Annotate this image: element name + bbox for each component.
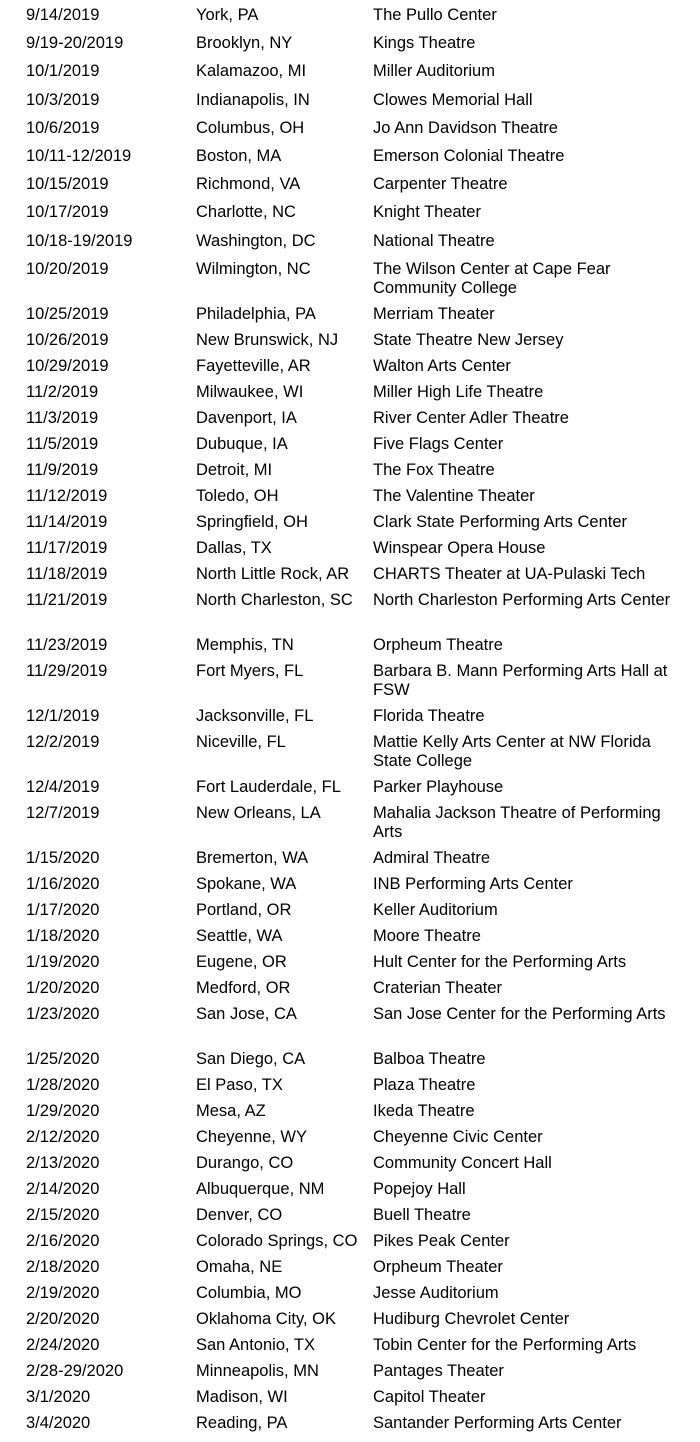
date-cell: 11/14/2019	[26, 512, 108, 531]
city-cell: Dubuque, IA	[196, 434, 288, 453]
date-cell: 3/1/2020	[26, 1387, 91, 1406]
date-cell: 2/12/2020	[26, 1127, 100, 1146]
city-cell: Columbia, MO	[196, 1283, 302, 1302]
city-cell: Reading, PA	[196, 1413, 288, 1432]
city-cell: Brooklyn, NY	[196, 34, 293, 53]
venue-cell: CHARTS Theater at UA-Pulaski Tech	[373, 564, 646, 583]
table-row	[0, 1050, 700, 1076]
venue-cell: Moore Theatre	[373, 926, 481, 945]
table-row	[0, 778, 700, 804]
date-cell: 2/18/2020	[26, 1257, 100, 1276]
date-cell: 1/15/2020	[26, 848, 100, 867]
venue-cell: Plaza Theatre	[373, 1075, 476, 1094]
city-cell: Wilmington, NC	[196, 259, 311, 278]
table-row	[0, 1362, 700, 1388]
date-cell: 2/13/2020	[26, 1153, 100, 1172]
venue-cell: Mattie Kelly Arts Center at NW Florida State College	[373, 732, 651, 770]
table-row	[0, 979, 700, 1005]
venue-cell: Walton Arts Center	[373, 356, 511, 375]
city-cell: Jacksonville, FL	[196, 706, 314, 725]
city-cell: Medford, OR	[196, 978, 291, 997]
city-cell: Richmond, VA	[196, 175, 301, 194]
venue-cell: The Fox Theatre	[373, 460, 495, 479]
table-row	[0, 409, 700, 435]
city-cell: Toledo, OH	[196, 486, 279, 505]
date-cell: 10/3/2019	[26, 90, 100, 109]
venue-cell: Admiral Theatre	[373, 848, 491, 867]
venue-cell: Popejoy Hall	[373, 1179, 466, 1198]
city-cell: Kalamazoo, MI	[196, 62, 307, 81]
city-cell: North Little Rock, AR	[196, 564, 350, 583]
table-row	[0, 331, 700, 357]
date-cell: 10/15/2019	[26, 175, 109, 194]
date-cell: 10/20/2019	[26, 259, 109, 278]
city-cell: Springfield, OH	[196, 512, 308, 531]
city-cell: New Orleans, LA	[196, 803, 321, 822]
table-row	[0, 34, 700, 62]
table-row	[0, 901, 700, 927]
date-cell: 1/23/2020	[26, 1004, 100, 1023]
venue-cell: Florida Theatre	[373, 706, 485, 725]
table-row	[0, 1414, 700, 1440]
venue-cell: Merriam Theater	[373, 304, 495, 323]
table-row	[0, 175, 700, 203]
venue-cell: The Valentine Theater	[373, 486, 535, 505]
venue-cell: National Theatre	[373, 231, 495, 250]
table-row	[0, 435, 700, 461]
city-cell: Fort Lauderdale, FL	[196, 777, 341, 796]
city-cell: Portland, OR	[196, 900, 292, 919]
date-cell: 2/20/2020	[26, 1309, 100, 1328]
venue-cell: State Theatre New Jersey	[373, 330, 564, 349]
table-row	[0, 707, 700, 733]
venue-cell: Winspear Opera House	[373, 538, 546, 557]
table-row	[0, 875, 700, 901]
date-cell: 2/19/2020	[26, 1283, 100, 1302]
table-row	[0, 953, 700, 979]
venue-cell: Mahalia Jackson Theatre of Performing Arts	[373, 803, 661, 841]
venue-cell: Emerson Colonial Theatre	[373, 146, 565, 165]
table-row	[0, 305, 700, 331]
date-cell: 12/4/2019	[26, 777, 100, 796]
date-cell: 9/19-20/2019	[26, 34, 124, 53]
date-cell: 11/21/2019	[26, 590, 108, 609]
venue-cell: Ikeda Theatre	[373, 1101, 475, 1120]
date-cell: 12/2/2019	[26, 732, 100, 751]
table-row	[0, 539, 700, 565]
city-cell: Spokane, WA	[196, 874, 297, 893]
table-row	[0, 1232, 700, 1258]
date-cell: 11/23/2019	[26, 635, 108, 654]
table-row	[0, 6, 700, 34]
date-cell: 1/18/2020	[26, 926, 100, 945]
venue-cell: Hudiburg Chevrolet Center	[373, 1309, 570, 1328]
date-cell: 10/25/2019	[26, 304, 109, 323]
table-row	[0, 565, 700, 591]
table-row	[0, 91, 700, 119]
date-cell: 10/6/2019	[26, 118, 100, 137]
city-cell: Albuquerque, NM	[196, 1179, 325, 1198]
date-cell: 12/7/2019	[26, 803, 100, 822]
city-cell: Madison, WI	[196, 1387, 288, 1406]
date-cell: 11/3/2019	[26, 408, 99, 427]
city-cell: Detroit, MI	[196, 460, 273, 479]
venue-cell: Orpheum Theatre	[373, 635, 503, 654]
venue-cell: Jesse Auditorium	[373, 1283, 499, 1302]
city-cell: New Brunswick, NJ	[196, 330, 339, 349]
table-row	[0, 203, 700, 231]
venue-cell: Miller High Life Theatre	[373, 382, 544, 401]
venue-cell: Pantages Theater	[373, 1361, 504, 1380]
date-cell: 2/28-29/2020	[26, 1361, 124, 1380]
venue-cell: River Center Adler Theatre	[373, 408, 569, 427]
city-cell: Washington, DC	[196, 231, 316, 250]
table-row	[0, 62, 700, 90]
venue-cell: Hult Center for the Performing Arts	[373, 952, 627, 971]
city-cell: North Charleston, SC	[196, 590, 353, 609]
city-cell: Minneapolis, MN	[196, 1361, 319, 1380]
city-cell: Fayetteville, AR	[196, 356, 311, 375]
table-row	[0, 1258, 700, 1284]
city-cell: San Diego, CA	[196, 1049, 306, 1068]
date-cell: 1/20/2020	[26, 978, 100, 997]
city-cell: Dallas, TX	[196, 538, 272, 557]
venue-cell: Knight Theater	[373, 203, 481, 222]
date-cell: 2/15/2020	[26, 1205, 100, 1224]
date-cell: 11/9/2019	[26, 460, 99, 479]
date-cell: 1/29/2020	[26, 1101, 100, 1120]
date-cell: 1/28/2020	[26, 1075, 100, 1094]
venue-cell: Miller Auditorium	[373, 62, 495, 81]
venue-cell: Capitol Theater	[373, 1387, 486, 1406]
date-cell: 3/4/2020	[26, 1413, 91, 1432]
venue-cell: Balboa Theatre	[373, 1049, 486, 1068]
table-row	[0, 1284, 700, 1310]
date-cell: 12/1/2019	[26, 706, 100, 725]
venue-cell: North Charleston Performing Arts Center	[373, 590, 671, 609]
venue-cell: Five Flags Center	[373, 434, 504, 453]
date-cell: 2/16/2020	[26, 1231, 100, 1250]
city-cell: Fort Myers, FL	[196, 661, 304, 680]
table-row	[0, 232, 700, 260]
city-cell: Omaha, NE	[196, 1257, 283, 1276]
venue-cell: Pikes Peak Center	[373, 1231, 510, 1250]
city-cell: Davenport, IA	[196, 408, 297, 427]
table-row	[0, 1005, 700, 1050]
table-row	[0, 662, 700, 707]
city-cell: Indianapolis, IN	[196, 90, 310, 109]
table-row	[0, 733, 700, 778]
date-cell: 10/11-12/2019	[26, 146, 132, 165]
date-cell: 11/5/2019	[26, 434, 99, 453]
city-cell: Niceville, FL	[196, 732, 286, 751]
city-cell: Columbus, OH	[196, 118, 305, 137]
date-cell: 1/25/2020	[26, 1049, 100, 1068]
venue-cell: Parker Playhouse	[373, 777, 504, 796]
date-cell: 10/26/2019	[26, 330, 109, 349]
city-cell: York, PA	[196, 6, 259, 24]
city-cell: Denver, CO	[196, 1205, 283, 1224]
venue-cell: Santander Performing Arts Center	[373, 1413, 622, 1432]
city-cell: El Paso, TX	[196, 1075, 283, 1094]
city-cell: Philadelphia, PA	[196, 304, 316, 323]
table-row	[0, 461, 700, 487]
date-cell: 1/17/2020	[26, 900, 100, 919]
date-cell: 10/1/2019	[26, 62, 100, 81]
date-cell: 11/12/2019	[26, 486, 108, 505]
table-row	[0, 636, 700, 662]
venue-cell: Craterian Theater	[373, 978, 503, 997]
table-row	[0, 1180, 700, 1206]
city-cell: Mesa, AZ	[196, 1101, 266, 1120]
city-cell: San Jose, CA	[196, 1004, 297, 1023]
date-cell: 9/14/2019	[26, 6, 100, 24]
venue-cell: Keller Auditorium	[373, 900, 498, 919]
venue-cell: San Jose Center for the Performing Arts	[373, 1004, 666, 1023]
date-cell: 11/17/2019	[26, 538, 108, 557]
table-row	[0, 147, 700, 175]
table-row	[0, 1154, 700, 1180]
city-cell: Oklahoma City, OK	[196, 1309, 336, 1328]
venue-cell: The Wilson Center at Cape Fear Community College	[373, 259, 611, 297]
venue-cell: Clowes Memorial Hall	[373, 90, 533, 109]
city-cell: Bremerton, WA	[196, 848, 309, 867]
venue-cell: Carpenter Theatre	[373, 175, 508, 194]
table-row	[0, 487, 700, 513]
table-row	[0, 513, 700, 539]
date-cell: 1/19/2020	[26, 952, 100, 971]
table-row	[0, 357, 700, 383]
table-row	[0, 1102, 700, 1128]
table-row	[0, 1128, 700, 1154]
table-row	[0, 1336, 700, 1362]
venue-cell: Jo Ann Davidson Theatre	[373, 118, 558, 137]
city-cell: San Antonio, TX	[196, 1335, 315, 1354]
venue-cell: Orpheum Theater	[373, 1257, 503, 1276]
city-cell: Milwaukee, WI	[196, 382, 304, 401]
date-cell: 10/18-19/2019	[26, 231, 133, 250]
table-row	[0, 1388, 700, 1414]
date-cell: 1/16/2020	[26, 874, 100, 893]
city-cell: Durango, CO	[196, 1153, 294, 1172]
table-row	[0, 927, 700, 953]
date-cell: 11/18/2019	[26, 564, 108, 583]
table-row	[0, 804, 700, 849]
venue-cell: Clark State Performing Arts Center	[373, 512, 628, 531]
venue-cell: Cheyenne Civic Center	[373, 1127, 543, 1146]
date-cell: 10/29/2019	[26, 356, 109, 375]
date-cell: 10/17/2019	[26, 203, 109, 222]
date-cell: 2/24/2020	[26, 1335, 100, 1354]
table-row	[0, 1076, 700, 1102]
venue-cell: INB Performing Arts Center	[373, 874, 573, 893]
date-cell: 11/29/2019	[26, 661, 108, 680]
city-cell: Eugene, OR	[196, 952, 287, 971]
table-row	[0, 1206, 700, 1232]
city-cell: Colorado Springs, CO	[196, 1231, 358, 1250]
table-row	[0, 260, 700, 305]
venue-cell: The Pullo Center	[373, 6, 497, 24]
date-cell: 2/14/2020	[26, 1179, 100, 1198]
venue-cell: Buell Theatre	[373, 1205, 471, 1224]
table-row	[0, 383, 700, 409]
city-cell: Cheyenne, WY	[196, 1127, 307, 1146]
table-row	[0, 119, 700, 147]
venue-cell: Tobin Center for the Performing Arts	[373, 1335, 637, 1354]
city-cell: Memphis, TN	[196, 635, 294, 654]
venue-cell: Community Concert Hall	[373, 1153, 552, 1172]
city-cell: Seattle, WA	[196, 926, 283, 945]
venue-cell: Kings Theatre	[373, 34, 476, 53]
city-cell: Charlotte, NC	[196, 203, 296, 222]
table-row	[0, 1310, 700, 1336]
table-row	[0, 849, 700, 875]
date-cell: 11/2/2019	[26, 382, 99, 401]
table-row	[0, 591, 700, 636]
city-cell: Boston, MA	[196, 146, 282, 165]
venue-cell: Barbara B. Mann Performing Arts Hall at FSW	[373, 661, 668, 699]
